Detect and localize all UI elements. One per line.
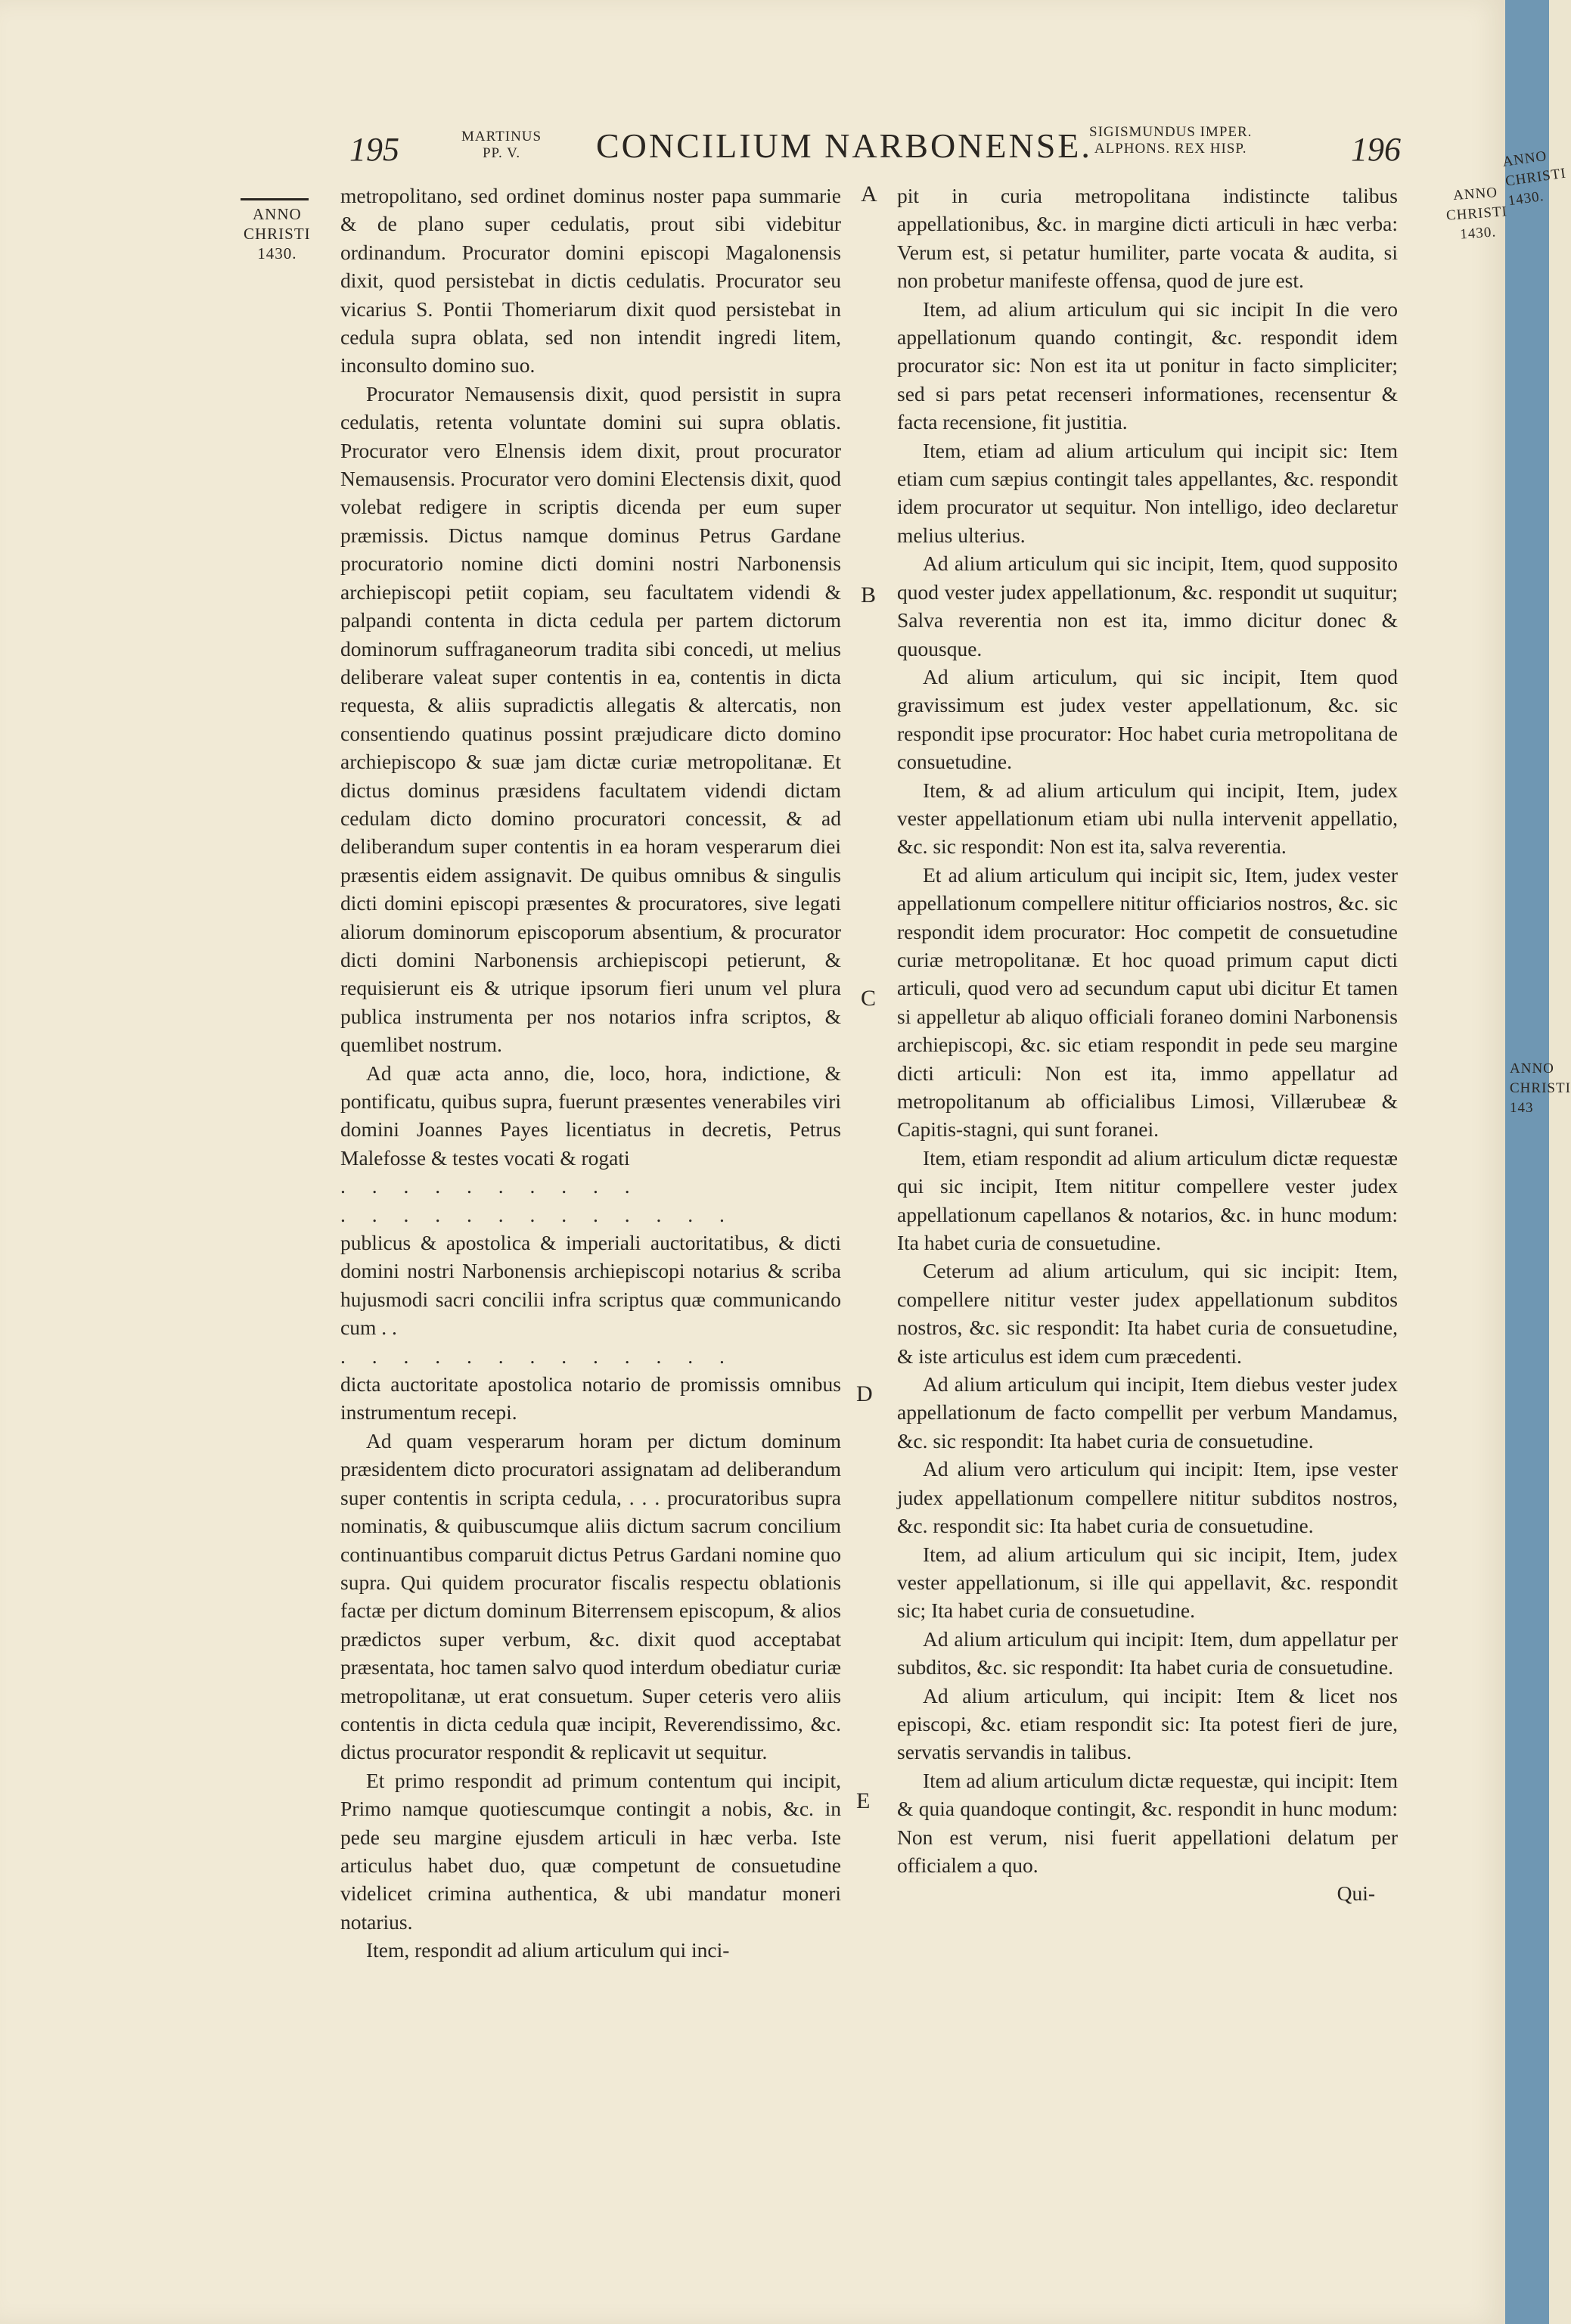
paragraph: Ceterum ad alium articulum, qui sic incipit: Item, compellere nititur vester judex appellationum subditos nostros, &c. sic respondit: Ita habet curia de consuetudine, & iste articulus est idem cum præcedenti. (897, 1259, 1398, 1368)
left-text-column (340, 182, 841, 1965)
ellipsis-line: . . . . . . . . . . . . . (340, 1344, 735, 1368)
section-marker-d: D (856, 1381, 873, 1406)
paragraph: Ad alium articulum qui incipit, Item diebus vester judex appellationum de facto compellit per verbum Mandamus, &c. sic respondit: Ita habet curia de consuetudine. (897, 1372, 1398, 1452)
header-rulers: SIGISMUNDUS IMPER. ALPHONS. REX HISP. (1089, 124, 1253, 157)
ellipsis-line: . . . . . . . . . . (340, 1174, 641, 1198)
scan-background-edge (1505, 0, 1549, 2324)
section-marker-b: B (861, 583, 877, 607)
page-number-right: 196 (1351, 131, 1401, 168)
margin-year-left: ANNO CHRISTI 1430. (244, 205, 311, 263)
paragraph: Item, respondit ad alium articulum qui inci- (366, 1938, 730, 1962)
paragraph: pit in curia metropolitana indistincte talibus appellationibus, &c. in margine dicti articuli in hæc verba: Verum est, si petatur humiliter, parte vocata & audita, si non probetur manifeste offensa, quod de jure est. (897, 184, 1398, 293)
paragraph: Procurator Nemausensis dixit, quod persistit in supra cedulatis, retenta voluntate domini sui supra oblatis. Procurator vero Elnensis idem dixit, prout procurator Nemausensis. Procurator vero domini Electensis dixit, quod volebat redigere in scriptis dicenda per eum super præmissis. Dictus namque dominus Petrus Gardane procuratorio nomine dicti domini nostri Narbonensis archiepiscopi petiit copiam, seu facultatem videndi & palpandi contenta in dicta cedula per partem dictorum dominorum suffraganeorum tradita sibi concedi, ut melius deliberare valeat super contentis in ea, contentis in dicta requesta, & aliis supradictis allegatis & altercatis, non consentiendo quatinus possint præjudicare dicto domino archiepiscopo & suæ jam dictæ curiæ metropolitanæ. Et dictus dominus præsidens facultatem videndi dictam cedulam dicto domino procuratori concessit, & ad deliberandum super contentis in ea horam vesperarum diei præsentis eidem assignavit. De quibus omnibus & singulis dicti domini episcopi præsentes & procuratores, sive legati aliorum dominorum episcoporum absentium, & procurator dicti domini Narbonensis archiepiscopi petierunt, & requisierunt eis & utrique ipsorum fieri unum vel plura publica instrumenta per nos notarios infra scriptos, & quemlibet nostrum. (340, 381, 841, 1057)
page-title: CONCILIUM NARBONENSE. (596, 126, 1092, 165)
paragraph: Ad quæ acta anno, die, loco, hora, indictione, & pontificatu, quibus supra, fuerunt præsentes venerabiles viri domini Joannes Payes licentiatus in decretis, Petrus Malefosse & testes vocati & rogati (340, 1061, 841, 1170)
paragraph: Et primo respondit ad primum contentum qui incipit, Primo namque quotiescumque contingit a nobis, &c. in pede seu margine ejusdem articuli in hæc verba. Iste articulus habet duo, quæ competunt de consuetudine videlicet crimina authentica, & ubi mandatur moneri notarius. (340, 1768, 841, 1934)
paragraph: Item, & ad alium articulum qui incipit, Item, judex vester appellationum etiam ubi nulla intervenit appellatio, &c. sic respondit: Non est ita, salva reverentia. (897, 778, 1398, 859)
section-marker-a: A (861, 182, 877, 207)
header-pope: MARTINUS PP. V. (461, 129, 542, 161)
section-marker-e: E (856, 1788, 871, 1813)
paragraph: Item, ad alium articulum qui sic incipit, Item, judex vester appellationum, si ille qui appellavit, &c. respondit sic; Ita habet curia de consuetudine. (897, 1542, 1398, 1623)
margin-year-next-page-lower: ANNO CHRISTI 143 (1510, 1061, 1571, 1116)
paragraph: Item ad alium articulum dictæ requestæ, qui incipit: Item & quia quandoque contingit, &c. respondit in hunc modum: Non est verum, nisi fuerit appellationi delatum per officialem a quo. (897, 1768, 1398, 1877)
paragraph: metropolitano, sed ordinet dominus noster papa summarie & de plano super cedulatis, prout sibi videbitur ordinandum. Procurator domini episcopi Magalonensis dixit, quod persistebat in dictis cedulatis. Procurator seu vicarius S. Pontii Thomeriarum dixit quod persistebat in cedula supra oblata, sed non intendit ingredi litem, inconsulto domino suo. (340, 184, 841, 377)
section-marker-c: C (861, 986, 877, 1011)
paragraph: Item, etiam ad alium articulum qui incipit sic: Item etiam cum sæpius contingit tales appellantes, &c. respondit idem procurator ut sequitur. Non intelligo, ideo declaretur melius ulterius. (897, 438, 1398, 547)
paragraph: dicta auctoritate apostolica notario de promissis omnibus instrumentum recepi. (340, 1372, 841, 1425)
margin-year-right: ANNO CHRISTI 1430. (1445, 185, 1508, 243)
paragraph: Ad alium articulum qui sic incipit, Item, quod supposito quod vester judex appellationum, &c. respondit ut suquitur; Salva reverentia non est ita, immo dicitur donec & quousque. (897, 551, 1398, 660)
margin-year-next-page: ANNO CHRISTI 1430. (1501, 148, 1567, 210)
paragraph: publicus & apostolica & imperiali auctoritatibus, & dicti domini nostri Narbonensis archiepiscopi notarius & scriba hujusmodi sacri concilii infra scriptus quæ communicando cum . . (340, 1231, 841, 1340)
margin-rule (241, 198, 309, 200)
catchword: Qui- (1337, 1881, 1375, 1906)
running-header (0, 121, 1505, 174)
paragraph: Ad alium articulum qui incipit: Item, dum appellatur per subditos, &c. sic respondit: Ita habet curia de consuetudine. (897, 1626, 1398, 1679)
page-number-left: 195 (349, 131, 399, 168)
paragraph: Item, ad alium articulum qui sic incipit In die vero appellationum quando contingit, &c. respondit idem procurator sic: Non est ita ut ponitur in facto simpliciter; sed si pars petat recenseri informationes, recensentur & facta recensione, fit justitia. (897, 297, 1398, 434)
paragraph: Et ad alium articulum qui incipit sic, Item, judex vester appellationum compellere nititur officiarios nostros, &c. sic respondit idem procurator: Hoc competit de consuetudine curiæ metropolitanæ. Et hoc quoad primum caput dicti articuli, quod vero ad secundum caput ubi dicitur Et tamen si appelletur ab aliquo officiali foraneo domini Narbonensis archiepiscopi, &c. sic etiam respondit in pede seu margine dicti articuli: Non est ita, immo appellatur ad metropolitanum ab officialibus Limosi, Villærubeæ & Capitis-stagni, qui sunt foranei. (897, 862, 1398, 1142)
paragraph: Item, etiam respondit ad alium articulum dictæ requestæ qui sic incipit, Item nititur compellere vester judex appellationum capellanos & notarios, &c. in hunc modum: Ita habet curia de consuetudine. (897, 1145, 1398, 1255)
paragraph: Ad alium articulum, qui incipit: Item & licet nos episcopi, &c. etiam respondit sic: Ita potest fieri de jure, servatis servandis in talibus. (897, 1683, 1398, 1764)
paragraph: Ad alium articulum, qui sic incipit, Item quod gravissimum est judex vester appellationum, &c. sic respondit ipse procurator: Hoc habet curia metropolitana de consuetudine. (897, 664, 1398, 774)
paragraph: Ad quam vesperarum horam per dictum dominum præsidentem dicto procuratori assignatam ad deliberandum super contentis in scripta cedula, . . . procuratoribus supra nominatis, & quibuscumque aliis dictum sacrum concilium continuantibus comparuit dictus Petrus Gardani nomine quo supra. Qui quidem procurator fiscalis respectu oblationis factæ per dictum dominum Biterrensem episcopum, & alios prædictos super verbum, &c. dixit quod acceptabat præsentata, hoc tamen salvo quod interdum obediatur curiæ metropolitanæ, ut erat consuetum. Super ceteris vero aliis contentis in dicta cedula quæ incipit, Reverendissimo, &c. dictus procurator respondit & replicavit ut sequitur. (340, 1428, 841, 1764)
paragraph: Ad alium vero articulum qui incipit: Item, ipse vester judex appellationum compellere nititur subditos nostros, &c. respondit sic: Ita habet curia de consuetudine. (897, 1457, 1398, 1538)
right-text-column (897, 182, 1398, 1908)
ellipsis-line: . . . . . . . . . . . . . (340, 1202, 735, 1226)
